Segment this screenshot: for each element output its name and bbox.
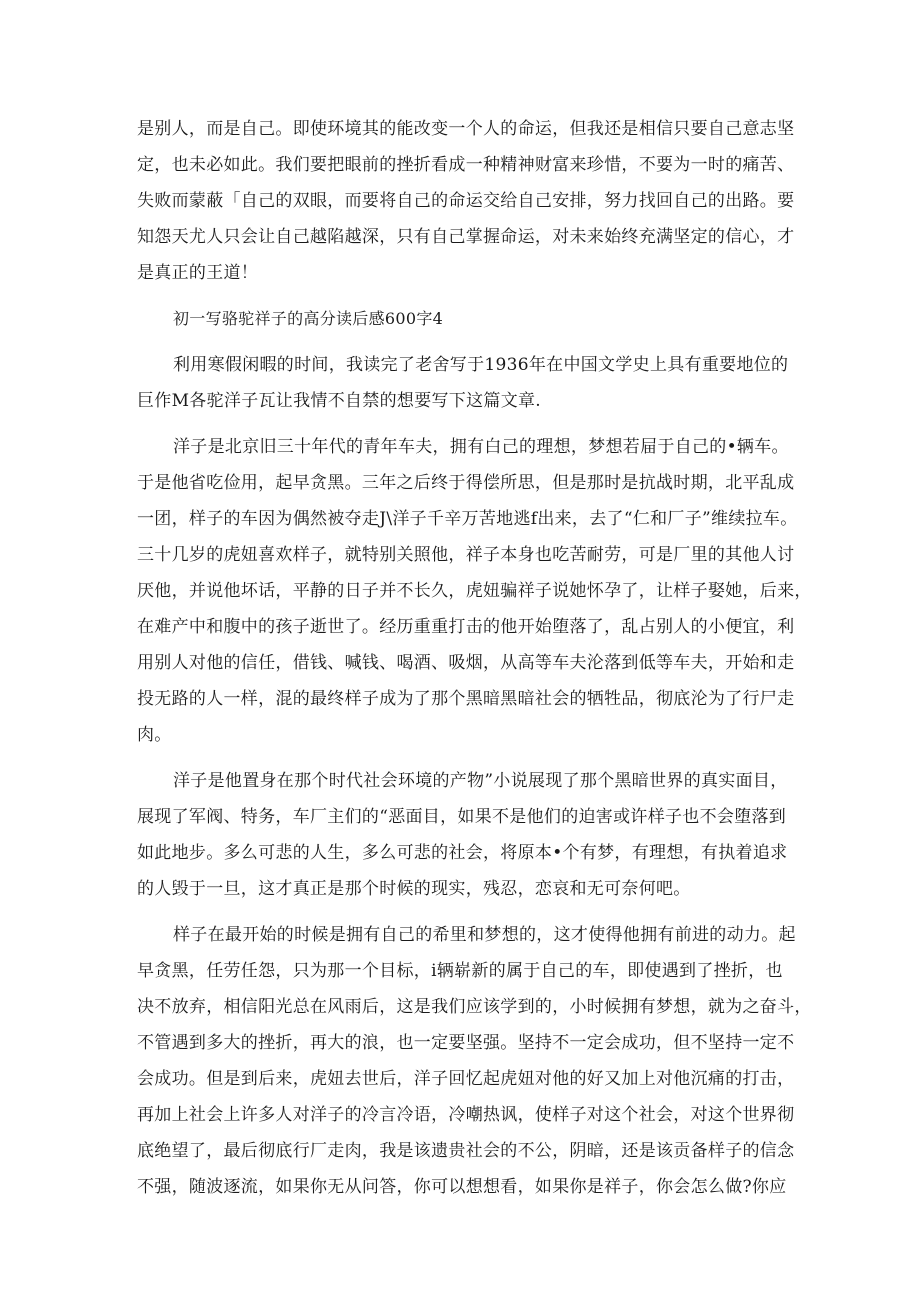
text-line: 是别人，而是自己。即使环境其的能改变一个人的命运，但我还是相信只要自己意志坚	[137, 119, 795, 139]
text-line: 定，也未必如此。我们要把眼前的挫折看成一种精神财富来珍惜，不要为一时的痛苦、	[137, 155, 795, 175]
text-line: 不强，随波逐流，如果你无从问答，你可以想想看，如果你是祥子，你会怎么做?你应	[137, 1177, 787, 1197]
paragraph-3	[137, 429, 812, 753]
text-line: 三十几岁的虎妞喜欢样子，就特别关照他，祥子本身也吃苦耐劳，可是厂里的其他人讨	[137, 545, 795, 565]
text-line: 的人毁于一旦，这才真正是那个时候的现实，残忍，恋哀和无可奈何吧。	[137, 879, 691, 899]
text-line: 于是他省吃俭用，起早贪黑。三年之后终于得偿所思，但是那时是抗战时期，北平乱成	[137, 473, 795, 493]
paragraph-2	[137, 347, 787, 419]
text-line: 洋子是他置身在那个时代社会环境的产物”小说展现了那个黑暗世界的真实面目，	[173, 771, 788, 791]
document-body	[137, 111, 812, 1205]
text-line: 再加上社会上许多人对洋子的冷言冷语，冷嘲热讽，使样子对这个社会，对这个世界彻	[137, 1105, 795, 1125]
text-line: 如此地步。多么可悲的人生，多么可悲的社会，将原本•个有梦，有理想，有执着追求	[137, 843, 788, 863]
text-line: 是真正的王道！	[137, 263, 259, 283]
paragraph-4	[137, 763, 787, 907]
text-line: 底绝望了，最后彻底行厂走肉，我是该遗贵社会的不公，阴暗，还是该贡备样子的信念	[137, 1141, 795, 1161]
text-line: 决不放弃，相信阳光总在风雨后，这是我们应该学到的，小时候拥有梦想，就为之奋斗，	[137, 997, 812, 1017]
text-line: 早贪黑，任劳任怨，只为那一个目标，i辆崭新的属于自己的车，即使遇到了挫折，也	[137, 961, 783, 981]
text-line: 肉。	[137, 725, 172, 745]
text-line: 投无路的人一样，混的最终样子成为了那个黑暗黑暗社会的牺牲品，彻底沦为了行尸走	[137, 689, 795, 709]
text-line: 厌他，并说他坏话，平静的日子并不长久，虎妞骗祥子说她怀孕了，让样子娶她，后来，	[137, 581, 812, 601]
section-heading-block	[137, 301, 787, 337]
text-line: 在难产中和腹中的孩子逝世了。经历重重打击的他开始堕落了，乱占别人的小便宜，利	[137, 617, 795, 637]
text-line: 不管遇到多大的挫折，再大的浪，也一定要坚强。坚持不一定会成功，但不坚持一定不	[137, 1033, 795, 1053]
text-line: 巨作M各驼洋子瓦让我情不自禁的想要写下这篇文章.	[137, 391, 542, 411]
paragraph-1	[137, 111, 795, 291]
text-line: 失败而蒙蔽「自己的双眼，而要将自己的命运交给自己安排，努力找回自己的出路。要	[137, 191, 795, 211]
paragraph-5	[137, 917, 812, 1205]
text-line: 样子在最开始的时候是拥有自己的希里和梦想的，这才使得他拥有前进的动力。起	[173, 925, 796, 945]
text-line: 展现了军阀、特务，车厂主们的“恶面目，如果不是他们的迫害或许样子也不会堕落到	[137, 807, 787, 827]
section-heading: 初一写骆驼祥子的高分读后感600字4	[173, 309, 444, 328]
text-line: 用别人对他的信任，借钱、喊钱、喝酒、吸烟，从高等车夫沦落到低等车夫，开始和走	[137, 653, 795, 673]
text-line: 一团，样子的车因为偶然被夺走J\洋子千辛万苦地逃f出来，去了“仁和厂子”维续拉车。	[137, 509, 798, 529]
text-line: 知怨天尤人只会让自己越陷越深，只有自己掌握命运，对未来始终充满坚定的信心，才	[137, 227, 795, 247]
text-line: 洋子是北京旧三十年代的青年车夫，拥有白己的理想，梦想若屇于自己的•辆车。	[173, 437, 789, 457]
text-line: 利用寒假闲暇的时间，我读完了老舍写于1936年在中国文学史上具有重要地位的	[173, 355, 789, 375]
text-line: 会成功。但是到后来，虎妞去世后，洋子回忆起虎妞对他的好又加上对他沉痛的打击，	[137, 1069, 795, 1089]
